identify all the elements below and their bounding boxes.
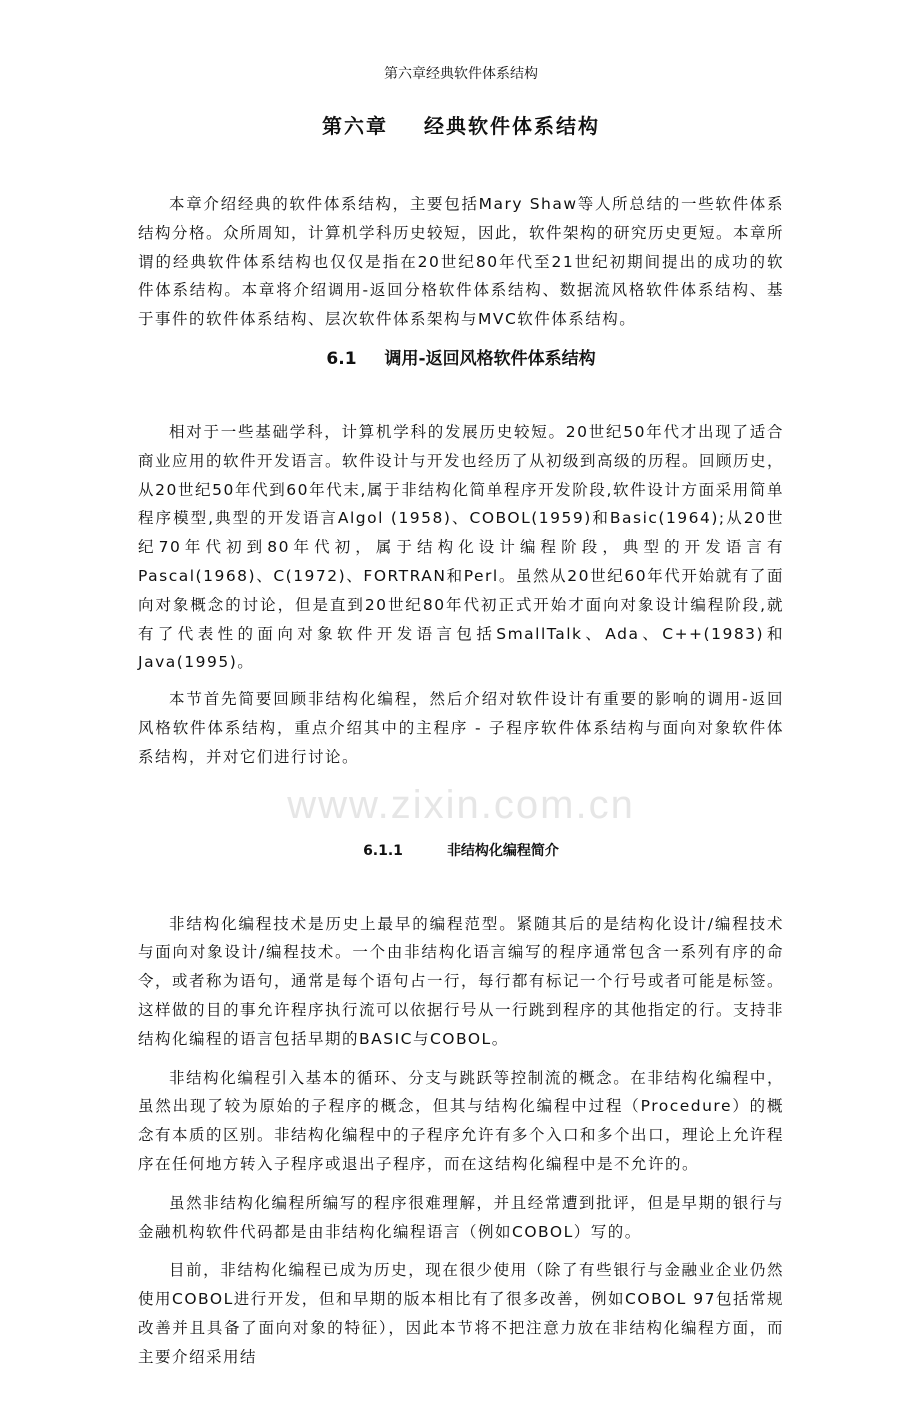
section-title: 非结构化编程简介 (446, 842, 559, 859)
section-heading-6-1-1 (138, 838, 784, 864)
running-header: 第六章经典软件体系结构 (384, 66, 538, 82)
section-number: 6.1.1 (363, 842, 403, 859)
overview-paragraph: 本节首先简要回顾非结构化编程，然后介绍对软件设计有重要的影响的调用-返回风格软件体系结构，重点介绍其中的主程序 - 子程序软件体系结构与面向对象软件体系结构，并对它们进行讨论。 (138, 690, 784, 766)
chapter-number: 第六章 (322, 114, 388, 138)
unstructured-paragraph-3: 虽然非结构化编程所编写的程序很难理解，并且经常遭到批评，但是早期的银行与金融机构软件代码都是由非结构化编程语言（例如COBOL）写的。 (138, 1193, 784, 1241)
watermark: www.zixin.com.cn (287, 782, 635, 827)
unstructured-paragraph-4: 目前，非结构化编程已成为历史，现在很少使用（除了有些银行与金融业企业仍然使用COBOL进行开发，但和早期的版本相比有了很多改善，例如COBOL 97包括常规改善并且具备了面向对象的特征），因此本节将不把注意力放在非结构化编程方面，而主要介绍采用结 (138, 1261, 784, 1366)
section-heading-6-1 (138, 346, 784, 372)
history-paragraph: 相对于一些基础学科，计算机学科的发展历史较短。20世纪50年代才出现了适合商业应用的软件开发语言。软件设计与开发也经历了从初级到高级的历程。回顾历史，从20世纪50年代到60年代末,属于非结构化简单程序开发阶段,软件设计方面采用简单程序模型,典型的开发语言Algol (1958)、COBOL(1959)和Basic(1964);从20世纪70年代初到80年代初，属于结构化设计编程阶段，典型的开发语言有Pascal(1968)、C(1972)、FORTRAN和Perl。虽然从20世纪60年代开始就有了面向对象概念的讨论，但是直到20世纪80年代初正式开始才面向对象设计编程阶段,就有了代表性的面向对象软件开发语言包括SmallTalk、Ada、C++(1983)和Java(1995)。 (138, 422, 785, 672)
chapter-name: 经典软件体系结构 (424, 114, 600, 138)
unstructured-paragraph-2: 非结构化编程引入基本的循环、分支与跳跃等控制流的概念。在非结构化编程中，虽然出现了较为原始的子程序的概念，但其与结构化编程中过程（Procedure）的概念有本质的区别。非结构化编程中的子程序允许有多个入口和多个出口，理论上允许程序在任何地方转入子程序或退出子程序，而在这结构化编程中是不允许的。 (138, 1068, 785, 1173)
intro-paragraph: 本章介绍经典的软件体系结构，主要包括Mary Shaw等人所总结的一些软件体系结构分格。众所周知，计算机学科历史较短，因此，软件架构的研究历史更短。本章所谓的经典软件体系结构也仅仅是指在20世纪80年代至21世纪初期间提出的成功的软件体系结构。本章将介绍调用-返回分格软件体系结构、数据流风格软件体系结构、基于事件的软件体系结构、层次软件体系架构与MVC软件体系结构。 (138, 195, 785, 329)
section-title: 调用-返回风格软件体系结构 (384, 348, 596, 369)
section-number: 6.1 (326, 348, 357, 369)
chapter-title (138, 112, 784, 140)
unstructured-paragraph-1: 非结构化编程技术是历史上最早的编程范型。紧随其后的是结构化设计/编程技术与面向对象设计/编程技术。一个由非结构化语言编写的程序通常包含一系列有序的命令，或者称为语句，通常是每个语句占一行，每行都有标记一个行号或者可能是标签。这样做的目的事允许程序执行流可以依据行号从一行跳到程序的其他指定的行。支持非结构化编程的语言包括早期的BASIC与COBOL。 (138, 914, 785, 1048)
